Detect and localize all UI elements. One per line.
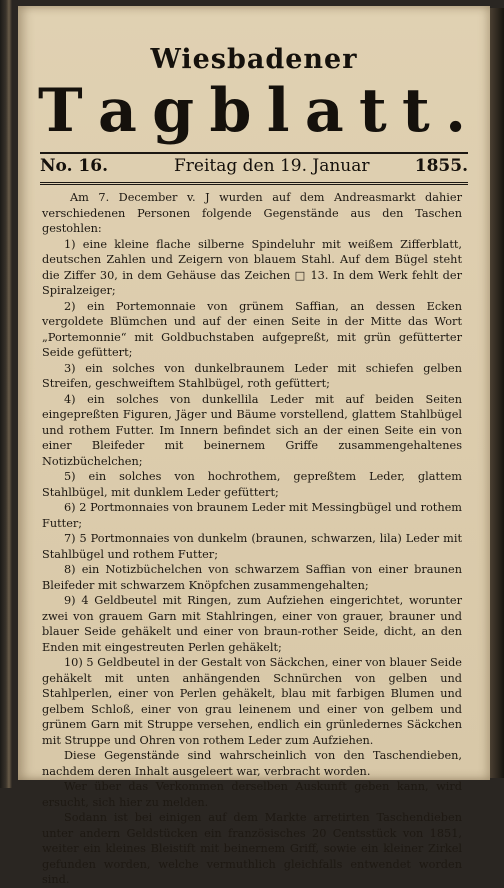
article-paragraph: 7) 5 Portmonnaies von dunkelm (braunen, schwarzen, lila) Leder mit Stahlbügel und rothem Futter; bbox=[42, 532, 462, 561]
article-paragraph: 1) eine kleine flache silberne Spindeluhr mit weißem Zifferblatt, deutschen Zahlen und Zeigern von blauem Stahl. Auf dem Bügel steht die Ziffer 30, in dem Gehäuse das Zeichen □ 13. In dem Werk fehlt der Spiralzeiger; bbox=[42, 237, 462, 297]
article-paragraph: 3) ein solches von dunkelbraunem Leder mit schiefen gelben Streifen, geschweiftem Stahlbügel, roth gefüttert; bbox=[42, 361, 462, 390]
masthead-rule bbox=[40, 152, 468, 154]
article-paragraph: 6) 2 Portmonnaies von braunem Leder mit Messingbügel und rothem Futter; bbox=[42, 501, 462, 530]
masthead-letter: . bbox=[445, 76, 466, 146]
masthead-letter: b bbox=[209, 76, 252, 146]
newspaper-page bbox=[18, 6, 490, 886]
article-paragraph: 9) 4 Geldbeutel mit Ringen, zum Aufziehen eingerichtet, worunter zwei von grauem Garn mit Stahlringen, einer von grauer, brauner und blauer Seide gehäkelt und einer von braun-rother Seide, dicht, an den Enden mit eingestreuten Perlen gehäkelt; bbox=[42, 594, 462, 654]
article-paragraph: Sodann ist bei einigen auf dem Markte arretirten Taschendieben unter andern Geldstücken ein französisches 20 Centsstück von 1851, weiter ein kleines Bleistift mit beinernem Griff, sowie ein kleiner Zirkel gefunden worden, welche vermuthlich gleichfalls entwendet worden sind. bbox=[42, 811, 462, 886]
article-paragraph: 2) ein Portemonnaie von grünem Saffian, an dessen Ecken vergoldete Blümchen und auf der einen Seite in der Mitte das Wort „Portemonnie“ mit Goldbuchstaben aufgepreßt, mit grün gefütterter Seide gefüttert; bbox=[42, 299, 462, 359]
masthead-main-title bbox=[38, 76, 466, 146]
article-paragraph: 8) ein Notizbüchelchen von schwarzem Saffian von einer braunen Bleifeder mit schwarzem Knöpfchen zusammengehalten; bbox=[42, 563, 462, 592]
issue-date: Freitag den 19. Januar bbox=[174, 156, 370, 176]
book-edge bbox=[490, 8, 504, 778]
article-paragraph: Diese Gegenstände sind wahrscheinlich von den Taschendieben, nachdem deren Inhalt ausgeleert war, verbracht worden. bbox=[42, 749, 462, 778]
dateline bbox=[40, 156, 468, 180]
masthead-letter: a bbox=[97, 76, 137, 146]
masthead-title: Wiesbadener bbox=[150, 44, 358, 75]
article-paragraph: 5) ein solches von hochrothem, gepreßtem Leder, glattem Stahlbügel, mit dunklem Leder gefüttert; bbox=[42, 470, 462, 499]
article-paragraph: 4) ein solches von dunkellila Leder mit auf beiden Seiten eingepreßten Figuren, Jäger und Bäume vorstellend, glattem Stahlbügel und rothem Futter. Im Innern befindet sich an der einen Seite ein von einer Bleifeder mit beinernem Griffe zusammengehaltenes Notizbüchelchen; bbox=[42, 392, 462, 468]
masthead-letter: l bbox=[266, 76, 290, 146]
article-paragraph: 10) 5 Geldbeutel in der Gestalt von Säckchen, einer von blauer Seide gehäkelt mit unten anhängenden Schnürchen von gelben und Stahlperlen, einer von Perlen gehäkelt, blau mit farbigen Blumen und gelbem Schloß, einer von grau leinenem und einer von gelbem und grünem Garn mit Struppe versehen, endlich ein grünledernes Säckchen mit Struppe und Ohren von rothem Leder zum Aufziehen. bbox=[42, 656, 462, 747]
article-paragraph: Wer über das Verkommen derselben Auskunft geben kann, wird ersucht, sich hier zu melden. bbox=[42, 780, 462, 809]
masthead-letter: T bbox=[38, 76, 83, 146]
issue-number: No. 16. bbox=[40, 156, 108, 176]
article-body bbox=[42, 190, 462, 888]
dateline-rule bbox=[40, 182, 468, 185]
masthead-letter: g bbox=[152, 76, 195, 146]
article-paragraph: Am 7. December v. J wurden auf dem Andreasmarkt dahier verschiedenen Personen folgende Gegenstände aus den Taschen gestohlen: bbox=[42, 191, 462, 235]
masthead-letter: a bbox=[304, 76, 344, 146]
issue-year: 1855. bbox=[414, 156, 468, 176]
masthead-letter: t bbox=[359, 76, 387, 146]
masthead-letter: t bbox=[402, 76, 430, 146]
